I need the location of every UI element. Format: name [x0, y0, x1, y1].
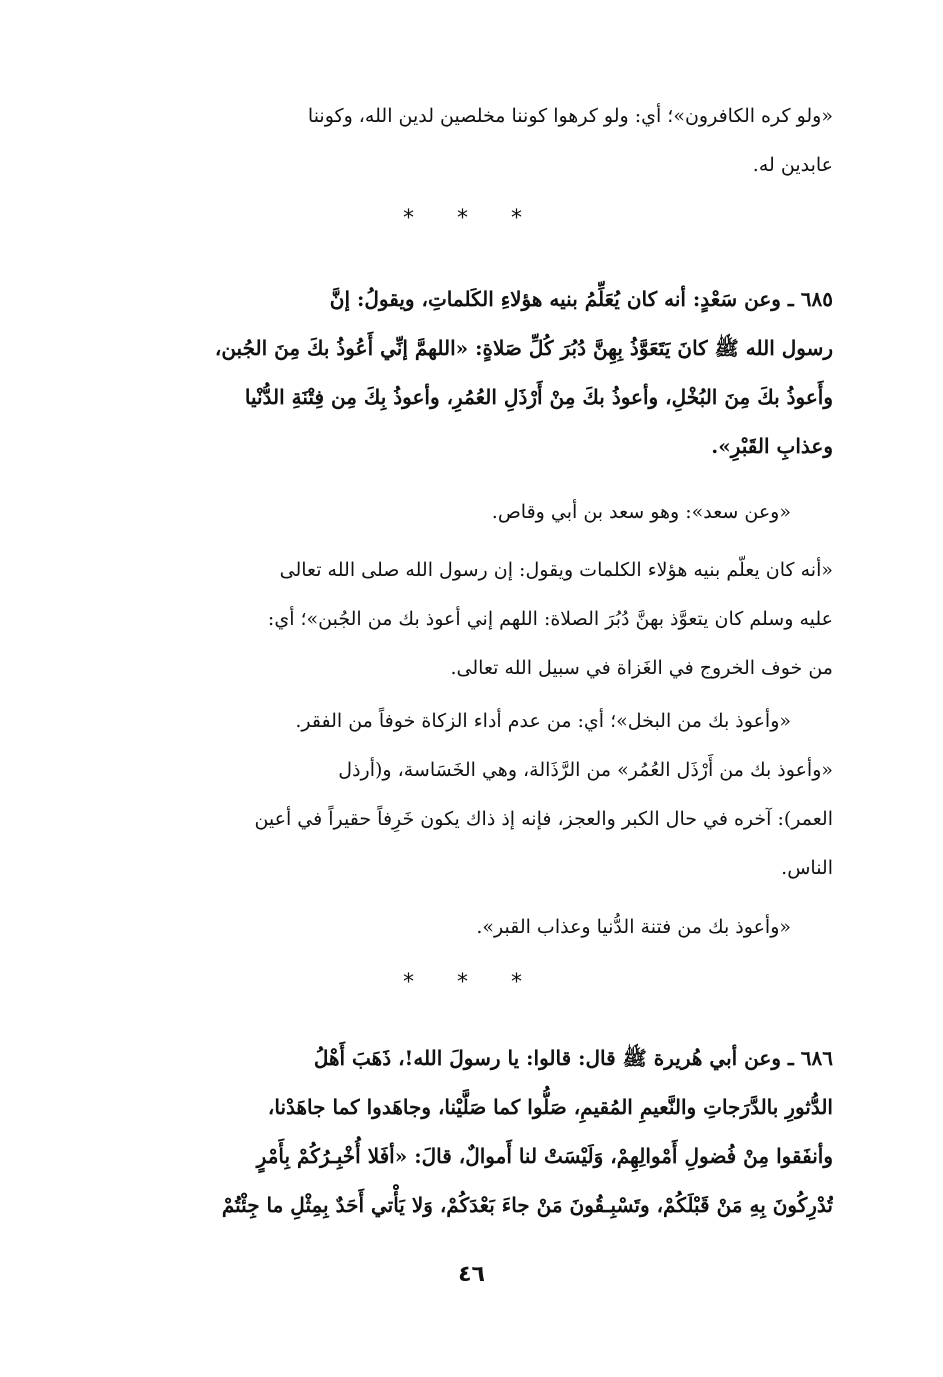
intro-line-1: «ولو كره الكافرون»؛ أي: ولو كرهوا كوننا مخلصين لدين الله، وكوننا	[307, 105, 833, 127]
hadith-685-line-3: وأَعوذُ بكَ مِنَ البُخْلِ، وأعوذُ بكَ مِنْ أَرْذَلِ العُمُرِ، وأعوذُ بِكَ مِن فِتْنَةِ الدُّنْيا	[244, 385, 833, 409]
commentary-kana-line-2: عليه وسلم كان يتعوَّذ بهنَّ دُبُرَ الصلاة: اللهم إني أعوذ بك من الجُبن»؛ أي:	[267, 608, 833, 630]
commentary-bukhl	[111, 697, 833, 746]
hadith-686	[111, 1034, 833, 1230]
hadith-685-line-1: ٦٨٥ ـ وعن سَعْدٍ: أنه كان يُعَلِّمُ بنيه هؤلاءِ الكَلماتِ، ويقولُ: إنَّ	[329, 287, 833, 311]
commentary-ardhal-line-1: «وأعوذ بك من أَرْذَل العُمُر» من الرَّذَالة، وهي الخَسَاسة، و(أرذل	[338, 759, 833, 781]
commentary-kana	[111, 546, 833, 693]
hadith-686-line-3: وأنفَقوا مِنْ فُضولِ أَمْوالِهِمْ، وَلَيْسَتْ لنا أَموالٌ، قالَ: «أفَلا أُخْبِـرُكُمْ بِأَمْرٍ	[256, 1144, 833, 1168]
commentary-ardhal-line-3: الناس.	[781, 857, 833, 879]
hadith-685-line-4: وعذابِ القَبْرِ».	[711, 434, 833, 458]
commentary-bukhl-line: «وأعوذ بك من البخل»؛ أي: من عدم أداء الزكاة خوفاً من الفقر.	[295, 710, 791, 732]
hadith-686-line-1: ٦٨٦ ـ وعن أبي هُريرة ﷺ قال: قالوا: يا رسولَ الله!، ذَهَبَ أَهْلُ	[313, 1046, 833, 1070]
intro-line-2: عابدين له.	[752, 154, 833, 176]
commentary-sad	[111, 488, 833, 537]
commentary-fitna	[111, 903, 833, 952]
page-number: ٤٦	[458, 1262, 485, 1287]
commentary-ardhal	[111, 746, 833, 893]
commentary-fitna-line: «وأعوذ بك من فتنة الدُّنيا وعذاب القبر».	[476, 916, 791, 938]
commentary-ardhal-line-2: العمر): آخره في حال الكبر والعجز، فإنه إذ ذاك يكون خَرِفاً حقيراً في أعين	[254, 808, 833, 830]
hadith-686-line-2: الدُّثورِ بالدَّرَجاتِ والنَّعيمِ المُقيمِ، صَلُّوا كما صَلَّيْنا، وجاهَدوا كما جاهَدْنا،	[267, 1095, 833, 1119]
commentary-sad-line: «وعن سعد»: وهو سعد بن أبي وقاص.	[491, 501, 791, 523]
section-separator-1: * * *	[403, 206, 540, 231]
section-separator-2: * * *	[403, 970, 540, 995]
commentary-kana-line-3: من خوف الخروج في الغَزاة في سبيل الله تعالى.	[450, 657, 833, 679]
intro-paragraph	[111, 92, 833, 190]
hadith-686-line-4: تُدْرِكُونَ بِهِ مَنْ قَبْلَكُمْ، وتَسْبِـقُونَ مَنْ جاءَ بَعْدَكُمْ، وَلا يَأْتي أَحَدٌ بِمِثْلِ ما جِئْتُمْ	[221, 1193, 833, 1217]
hadith-685	[111, 275, 833, 471]
commentary-kana-line-1: «أنه كان يعلّم بنيه هؤلاء الكلمات ويقول: إن رسول الله صلى الله تعالى	[279, 559, 833, 581]
hadith-685-line-2: رسول الله ﷺ كانَ يَتَعَوَّذُ بِهِنَّ دُبُرَ كُلِّ صَلاةٍ: «اللهمَّ إنِّي أَعُوذُ بكَ مِنَ الجُبن،	[214, 336, 833, 360]
